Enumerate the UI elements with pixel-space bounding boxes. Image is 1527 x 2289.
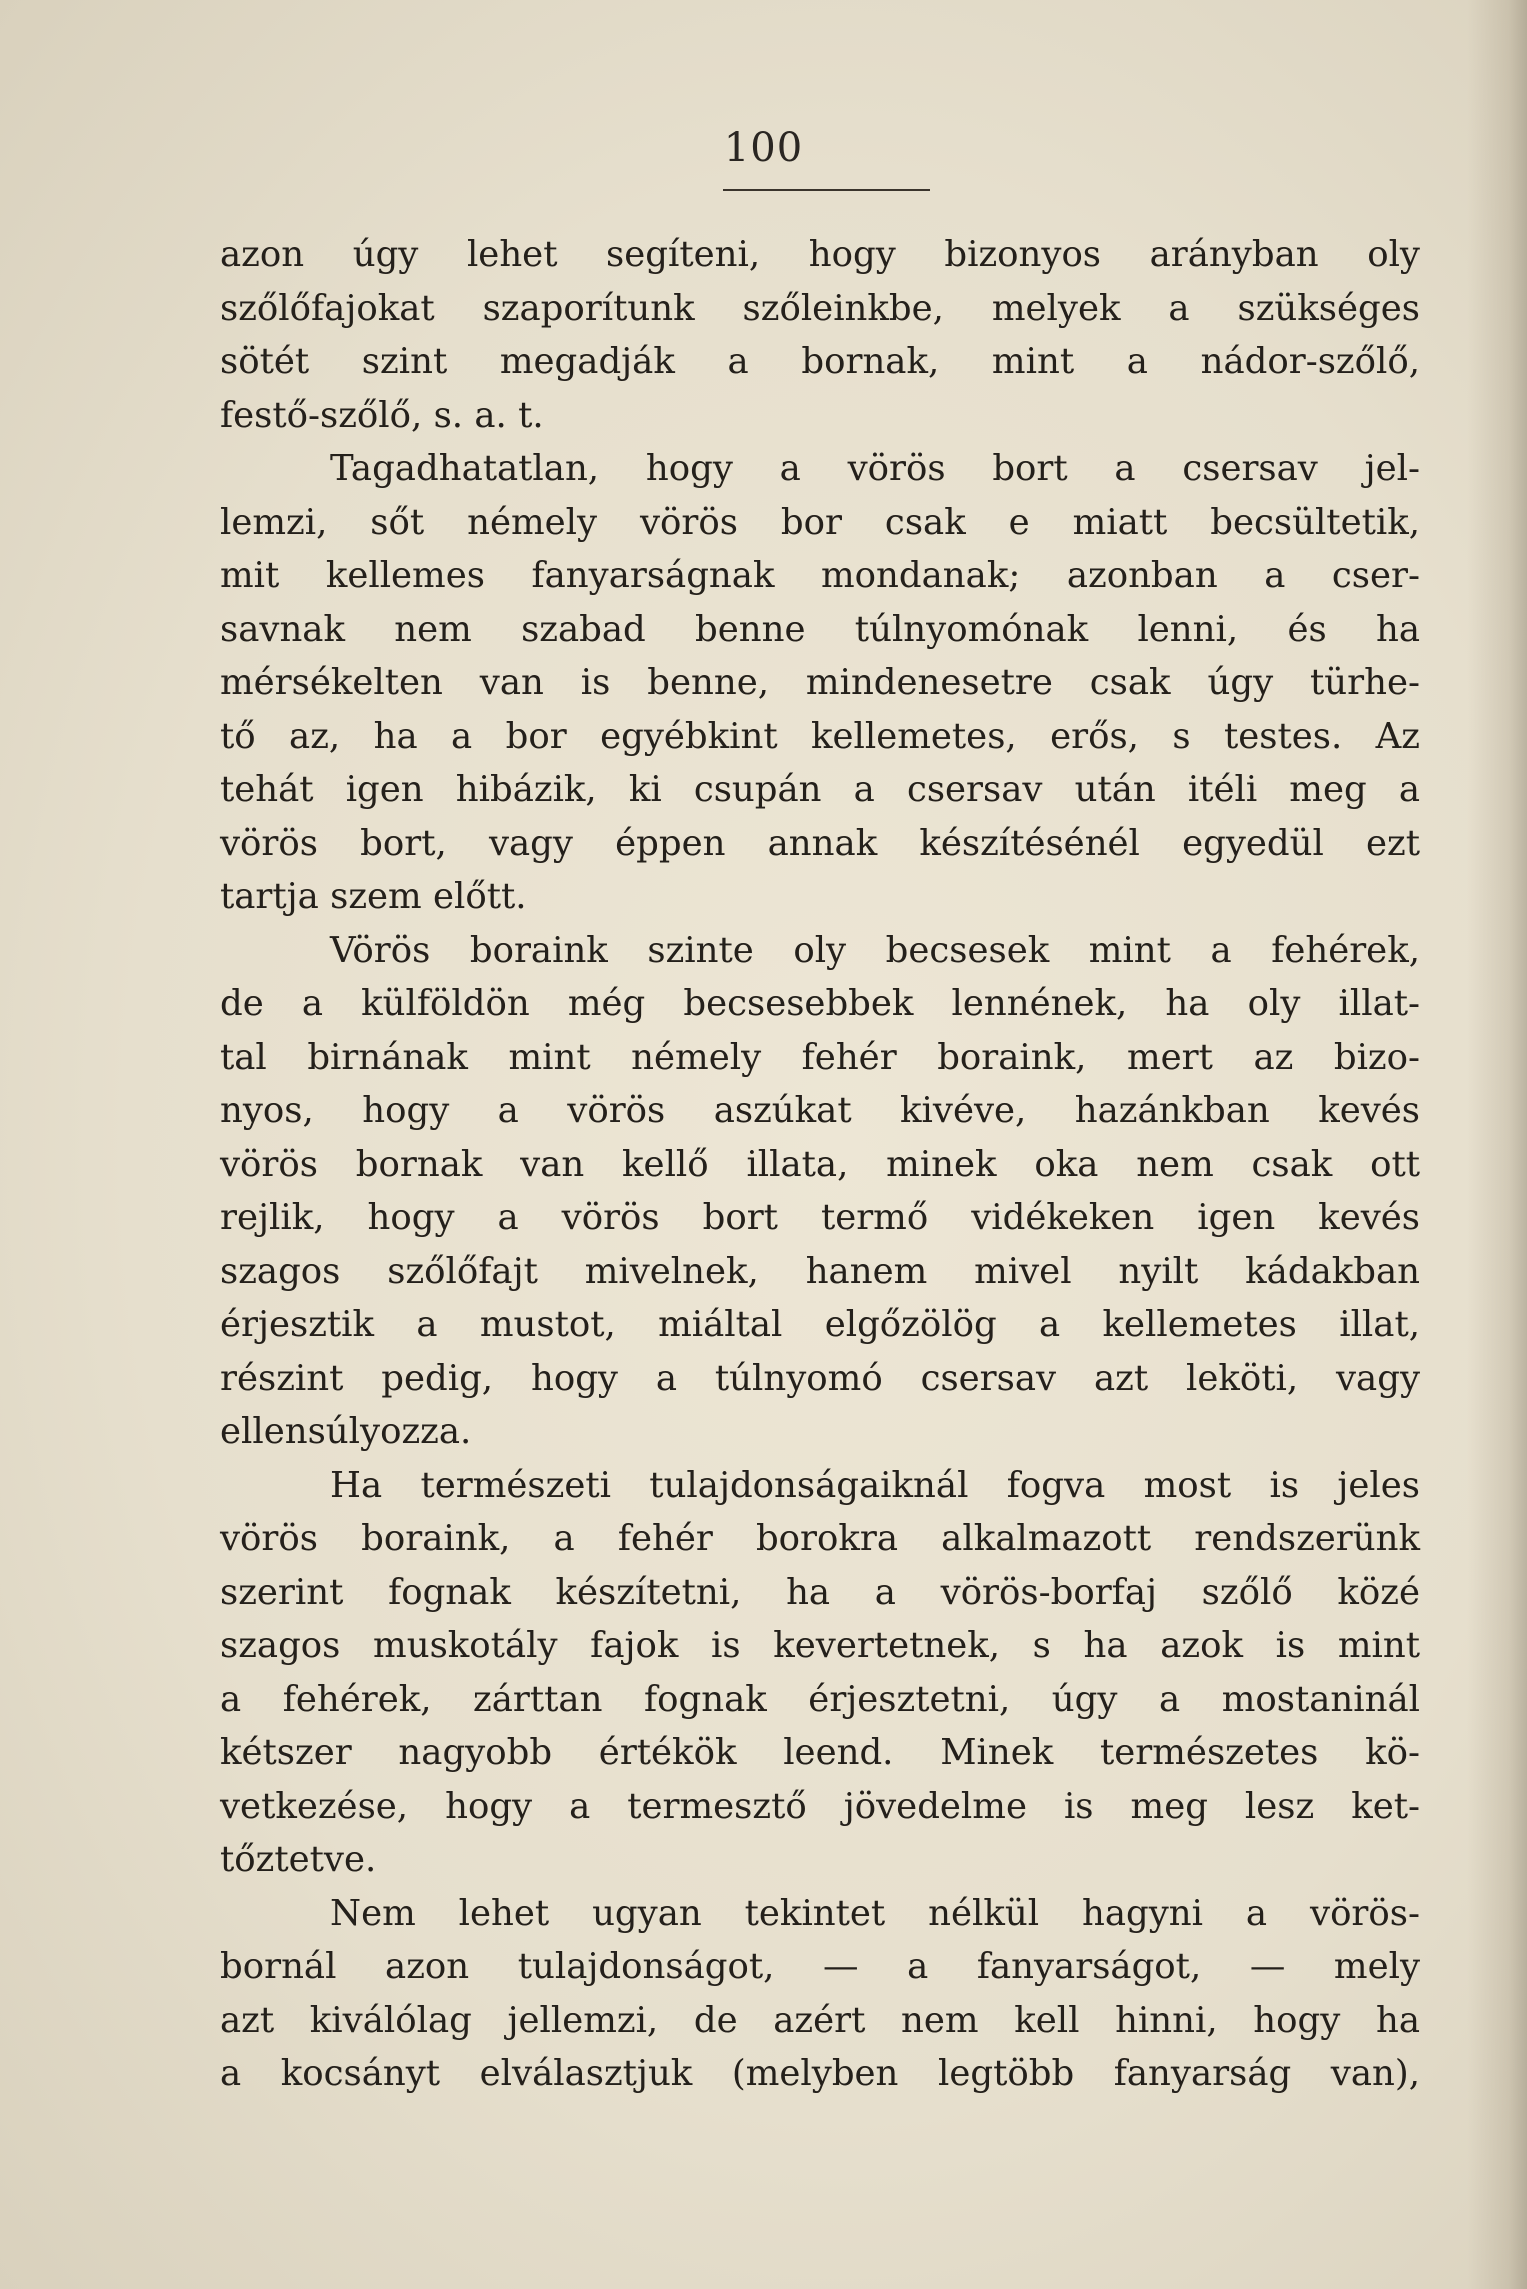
text-line: vörös bort, vagy éppen annak készítésénél egyedül ezt: [220, 822, 1420, 864]
text-line: vörös bornak van kellő illata, minek oka nem csak ott: [220, 1143, 1420, 1185]
text-line: szagos muskotály fajok is kevertetnek, s ha azok is mint: [220, 1625, 1420, 1666]
text-line: részint pedig, hogy a túlnyomó csersav azt leköti, vagy: [220, 1357, 1420, 1399]
text-line: vetkezése, hogy a termesztő jövedelme is meg lesz ket-: [220, 1785, 1420, 1827]
text-line: tő az, ha a bor egyébkint kellemetes, erős, s testes. Az: [220, 715, 1420, 757]
text-line: vörös boraink, a fehér borokra alkalmazott rendszerünk: [220, 1518, 1420, 1559]
text-line: szagos szőlőfajt mivelnek, hanem mivel nyilt kádakban: [220, 1250, 1420, 1292]
text-line: tehát igen hibázik, ki csupán a csersav után itéli meg a: [220, 769, 1420, 810]
text-line: de a külföldön még becsesebbek lennének, ha oly illat-: [220, 983, 1420, 1024]
text-line: érjesztik a mustot, miáltal elgőzölög a kellemetes illat,: [220, 1304, 1420, 1345]
page-number-rule: [723, 189, 930, 191]
text-line: mérsékelten van is benne, mindenesetre csak úgy türhe-: [220, 662, 1420, 703]
text-line: ellensúlyozza.: [220, 1411, 472, 1452]
text-line: a fehérek, zárttan fognak érjesztetni, úgy a mostaninál: [220, 1678, 1420, 1720]
text-line: szerint fognak készítetni, ha a vörös-borfaj szőlő közé: [220, 1571, 1420, 1613]
text-line: szőlőfajokat szaporítunk szőleinkbe, melyek a szükséges: [220, 287, 1420, 329]
text-line: azt kiválólag jellemzi, de azért nem kell hinni, hogy ha: [220, 1999, 1420, 2041]
text-line: Ha természeti tulajdonságaiknál fogva most is jeles: [330, 1464, 1420, 1506]
body-text: [220, 228, 1420, 2101]
text-line: a kocsányt elválasztjuk (melyben legtöbb fanyarság van),: [220, 2053, 1420, 2094]
text-line: rejlik, hogy a vörös bort termő vidékeken igen kevés: [220, 1197, 1420, 1238]
page-number: 100: [723, 125, 804, 171]
spine-shadow: [1467, 0, 1527, 2289]
text-line: lemzi, sőt némely vörös bor csak e miatt becsültetik,: [220, 501, 1420, 543]
text-line: nyos, hogy a vörös aszúkat kivéve, hazánkban kevés: [220, 1090, 1420, 1131]
text-line: bornál azon tulajdonságot, — a fanyarságot, — mely: [220, 1946, 1420, 1987]
text-line: mit kellemes fanyarságnak mondanak; azonban a cser-: [220, 555, 1420, 596]
text-line: Nem lehet ugyan tekintet nélkül hagyni a vörös-: [330, 1892, 1420, 1934]
text-line: Tagadhatatlan, hogy a vörös bort a csersav jel-: [330, 448, 1420, 489]
text-line: savnak nem szabad benne túlnyomónak lenni, és ha: [220, 608, 1420, 650]
text-line: festő-szőlő, s. a. t.: [220, 394, 544, 436]
text-line: tal birnának mint némely fehér boraink, mert az bizo-: [220, 1036, 1420, 1078]
text-line: tőztetve.: [220, 1839, 377, 1880]
text-line: Vörös boraink szinte oly becsesek mint a fehérek,: [330, 929, 1420, 971]
text-line: tartja szem előtt.: [220, 876, 527, 917]
text-line: kétszer nagyobb értékök leend. Minek természetes kö-: [220, 1732, 1420, 1773]
text-line: azon úgy lehet segíteni, hogy bizonyos arányban oly: [220, 234, 1420, 275]
text-line: sötét szint megadják a bornak, mint a nádor-szőlő,: [220, 341, 1420, 382]
